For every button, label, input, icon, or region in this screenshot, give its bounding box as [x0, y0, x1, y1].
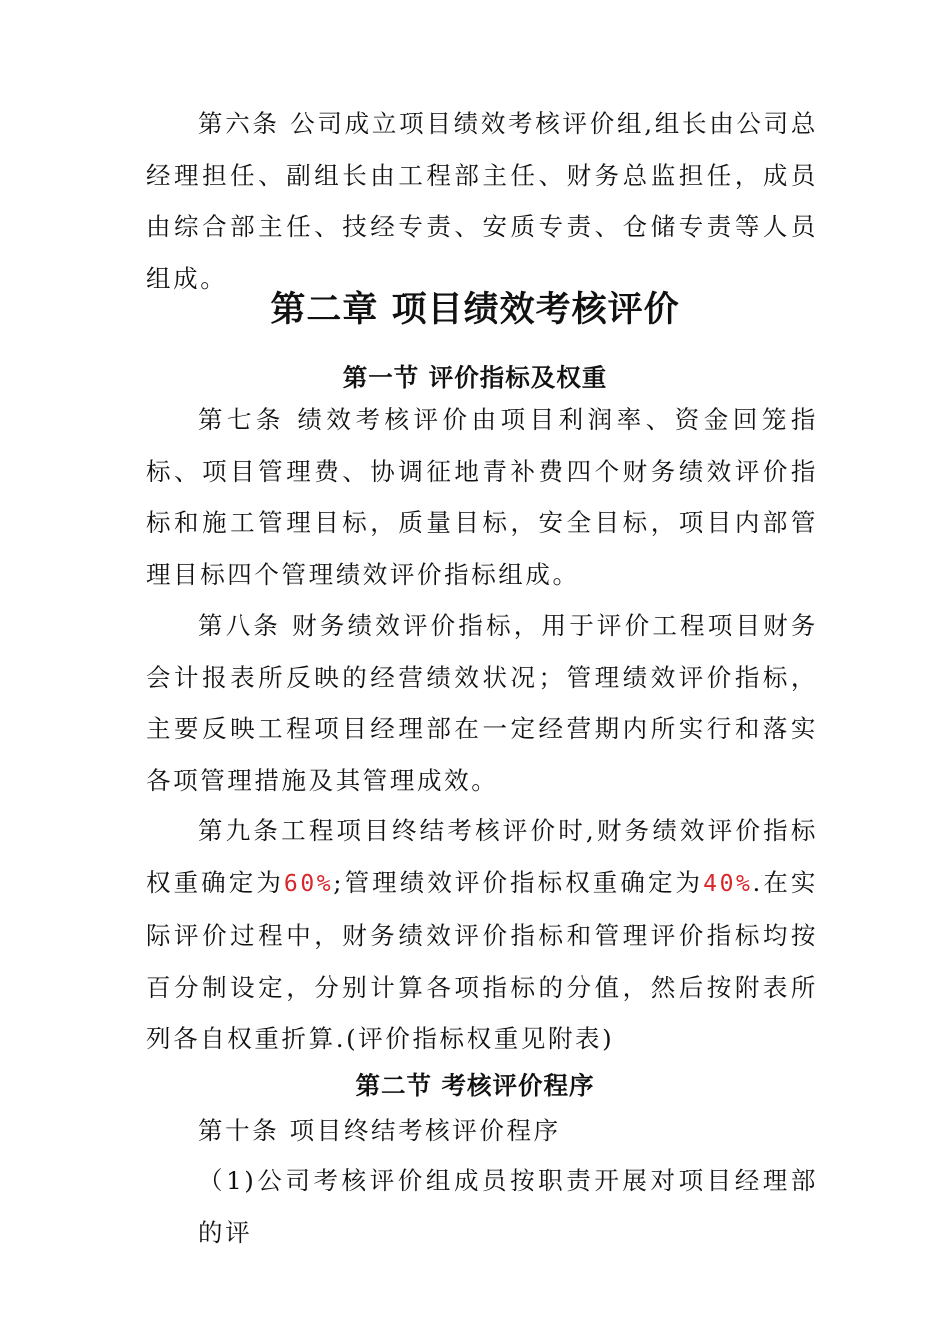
article-7-paragraph: 第七条 绩效考核评价由项目利润率、资金回笼指标、项目管理费、协调征地青补费四个财务绩效评价指标和施工管理目标，质量目标，安全目标，项目内部管理目标四个管理绩效评价指标组成。: [146, 405, 818, 589]
financial-weight-value: 60%: [283, 870, 334, 897]
section-1-title: 第一节 评价指标及权重: [342, 363, 608, 392]
article-8-paragraph: 第八条 财务绩效评价指标，用于评价工程项目财务会计报表所反映的经营绩效状况；管理绩效评价指标，主要反映工程项目经理部在一定经营期内所实行和落实各项管理措施及其管理成效。: [146, 611, 818, 795]
section-2-title: 第二节 考核评价程序: [355, 1071, 595, 1100]
article-9-text-3: .在实际评价过程中，财务绩效评价指标和管理评价指标均按百分制设定，分别计算各项指标的分值，然后按附表所列各自权重折算.(评价指标权重见附表): [146, 867, 819, 1053]
chapter-title: 第二章 项目绩效考核评价: [270, 290, 680, 330]
article-9-paragraph: [146, 805, 818, 1065]
article-10-paragraph: 第十条 项目终结考核评价程序: [198, 1116, 561, 1145]
procedure-item-1: （1)公司考核评价组成员按职责开展对项目经理部的评: [198, 1166, 818, 1247]
article-9-text-1: 第九条工程项目终结考核评价时,财务绩效评价指标权重确定为: [146, 816, 818, 897]
article-9-text-2: ;管理绩效评价指标权重确定为: [333, 867, 704, 897]
management-weight-value: 40%: [703, 870, 753, 897]
article-6-paragraph: 第六条 公司成立项目绩效考核评价组,组长由公司总经理担任、副组长由工程部主任、财务总监担任，成员由综合部主任、技经专责、安质专责、仓储专责等人员组成。: [146, 109, 818, 293]
